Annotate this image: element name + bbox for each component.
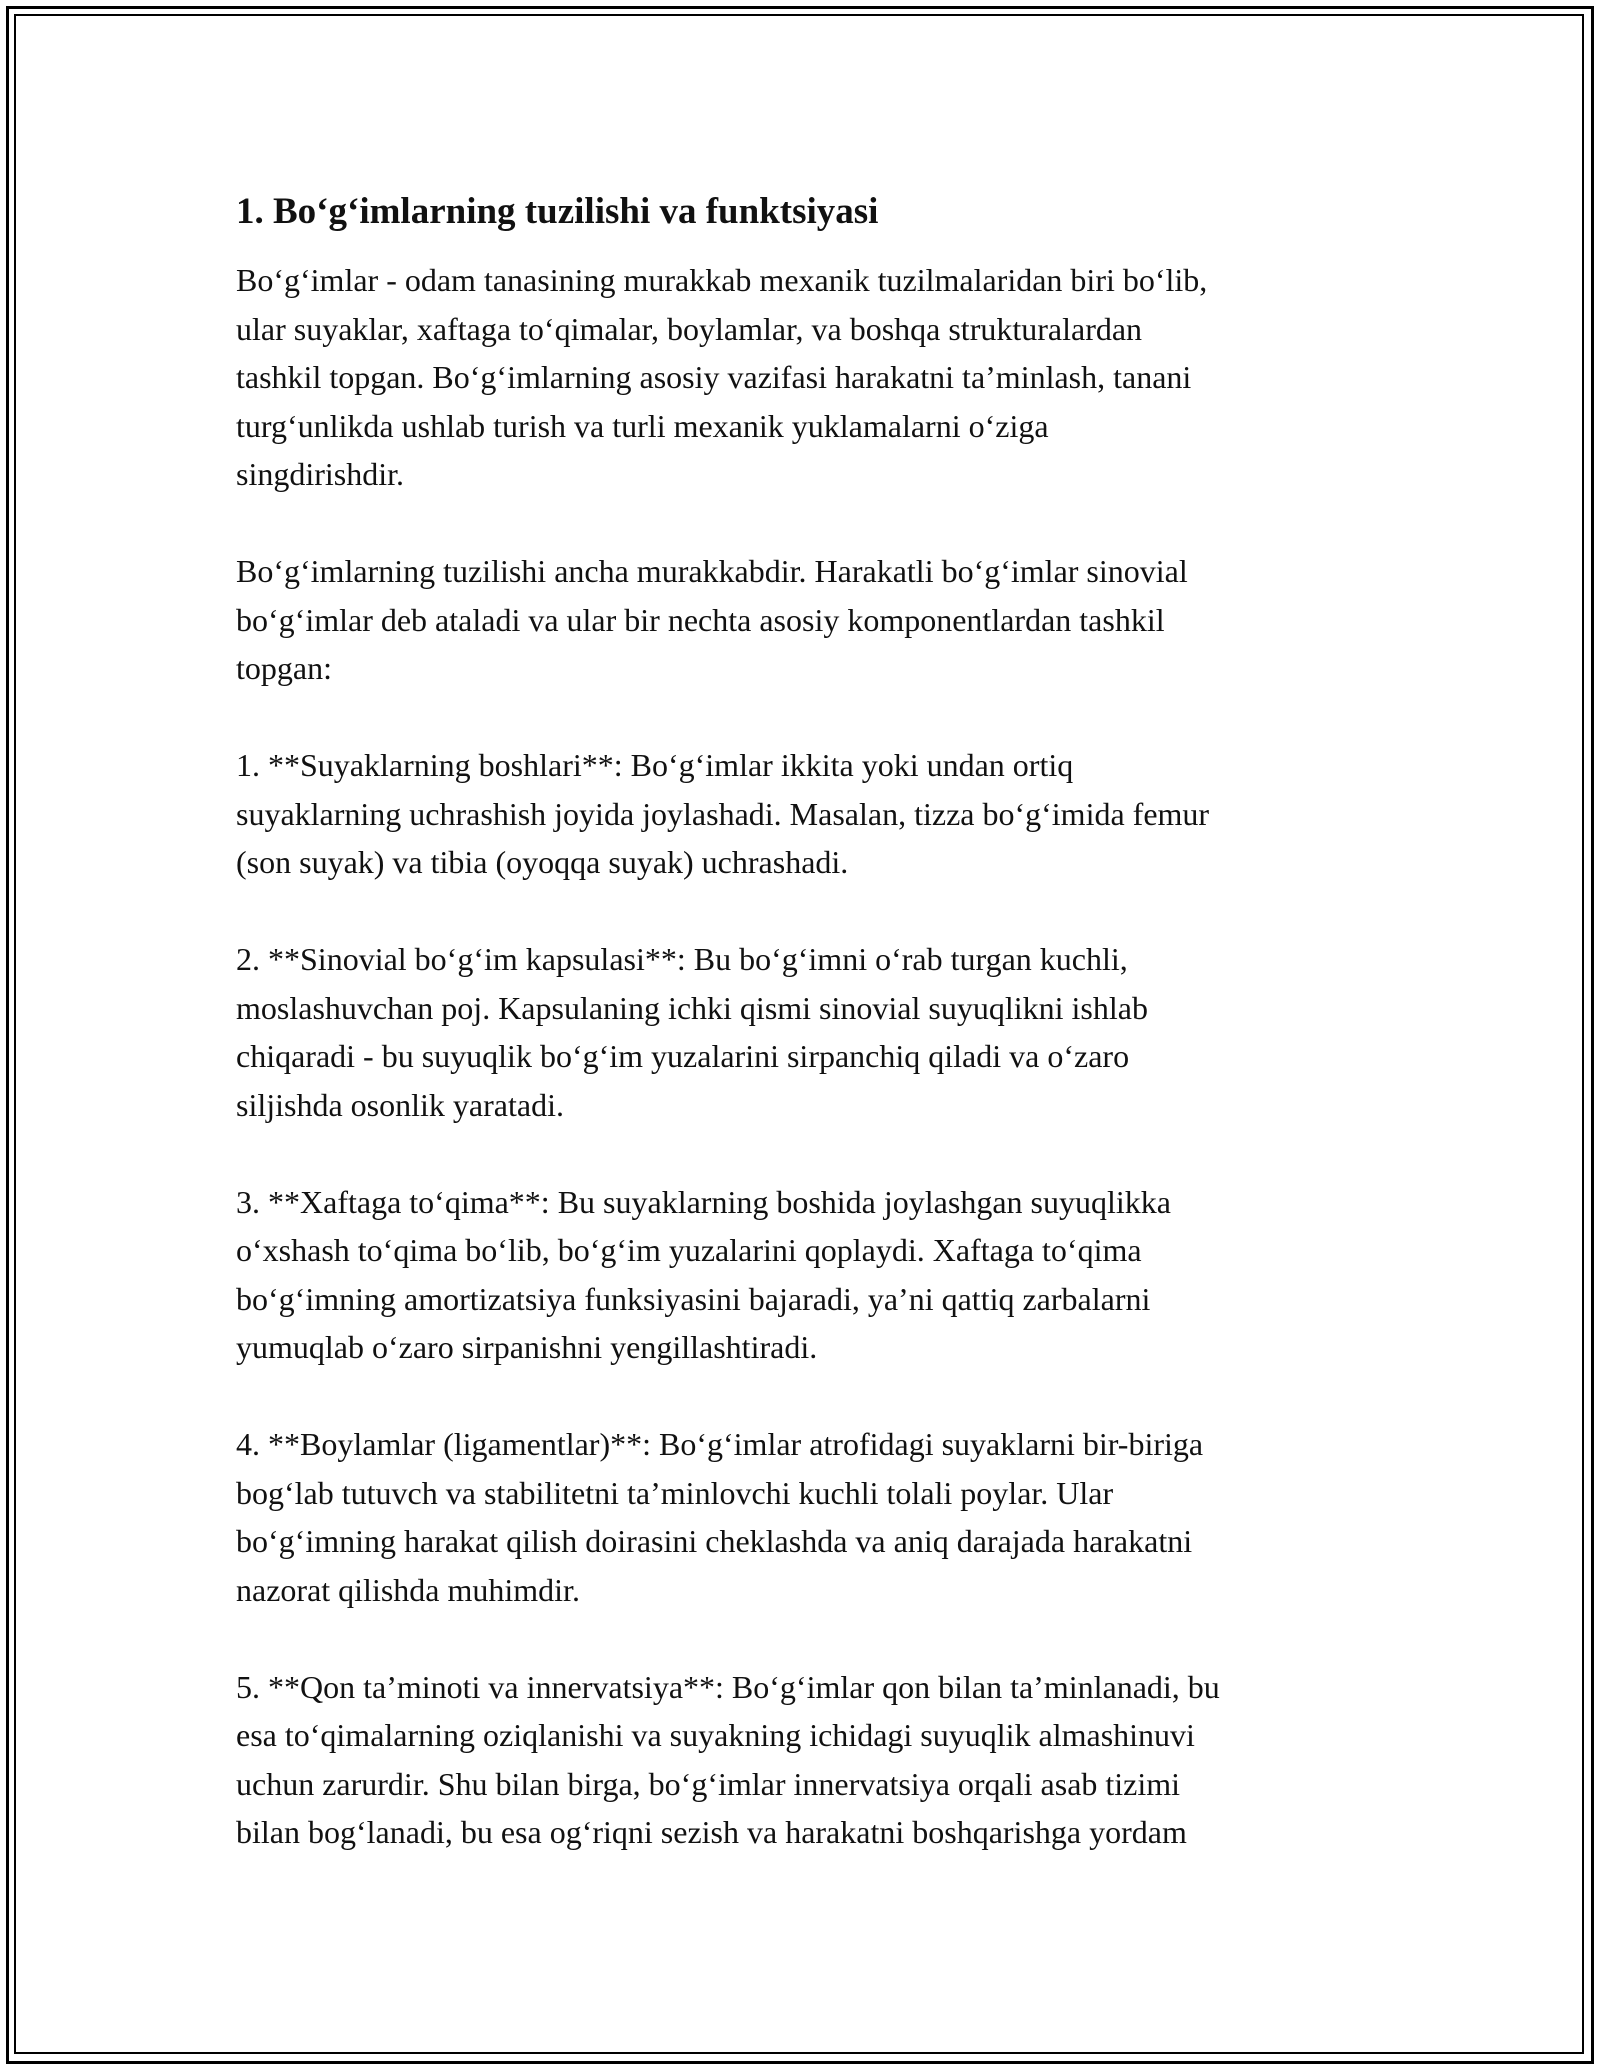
document-body (236, 186, 1396, 1905)
intro-paragraph: Bo‘g‘imlar - odam tanasining murakkab mexanik tuzilmalaridan biri bo‘lib, ular suyaklar, xaftaga to‘qimalar, boylamlar, va boshqa strukturalardan tashkil topgan. Bo‘g‘imlarning asosiy vazifasi harakatni ta’minlash, tanani turg‘unlikda ushlab turish va turli mexanik yuklamalarni o‘ziga singdirishdir. (236, 262, 1208, 492)
list-item-joint-capsule: 2. **Sinovial bo‘g‘im kapsulasi**: Bu bo‘g‘imni o‘rab turgan kuchli, moslashuvchan poj. Kapsulaning ichki qismi sinovial suyuqlikni ishlab chiqaradi - bu suyuqlik bo‘g‘im yuzalarini sirpanchiq qiladi va o‘zaro siljishda osonlik yaratadi. (236, 941, 1148, 1123)
list-item-bone-heads: 1. **Suyaklarning boshlari**: Bo‘g‘imlar ikkita yoki undan ortiq suyaklarning uchrashish joyida joylashadi. Masalan, tizza bo‘g‘imida femur (son suyak) va tibia (oyoqqa suyak) uchrashadi. (236, 747, 1210, 880)
list-item-blood-supply: 5. **Qon ta’minoti va innervatsiya**: Bo‘g‘imlar qon bilan ta’minlanadi, bu esa to‘qimalarning oziqlanishi va suyakning ichidagi suyuqlik almashinuvi uchun zarurdir. Shu bilan birga, bo‘g‘imlar innervatsiya orqali asab tizimi bilan bog‘lanadi, bu esa og‘riqni sezish va harakatni boshqarishga yordam (236, 1668, 1220, 1850)
structure-paragraph: Bo‘g‘imlarning tuzilishi ancha murakkabdir. Harakatli bo‘g‘imlar sinovial bo‘g‘imlar deb ataladi va ular bir nechta asosiy komponentlardan tashkil topgan: (236, 553, 1188, 686)
list-item-cartilage: 3. **Xaftaga to‘qima**: Bu suyaklarning boshida joylashgan suyuqlikka o‘xshash to‘qima bo‘lib, bo‘g‘im yuzalarini qoplaydi. Xaftaga to‘qima bo‘g‘imning amortizatsiya funksiyasini bajaradi, ya’ni qattiq zarbalarni yumuqlab o‘zaro sirpanishni yengillashtiradi. (236, 1183, 1171, 1365)
section-heading: 1. Bo‘g‘imlarning tuzilishi va funktsiyasi (236, 191, 879, 232)
list-item-ligaments: 4. **Boylamlar (ligamentlar)**: Bo‘g‘imlar atrofidagi suyaklarni bir-biriga bog‘lab tutuvch va stabilitetni ta’minlovchi kuchli tolali poylar. Ular bo‘g‘imning harakat qilish doirasini cheklashda va aniq darajada harakatni nazorat qilishda muhimdir. (236, 1426, 1204, 1608)
